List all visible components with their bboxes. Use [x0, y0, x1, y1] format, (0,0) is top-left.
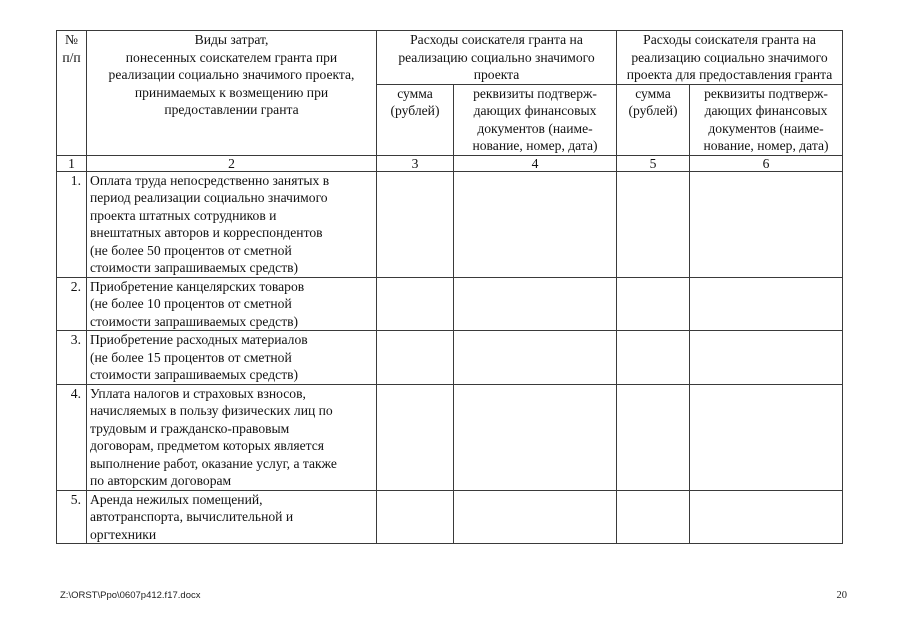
column-number: 6 [690, 155, 843, 171]
sum-b-cell[interactable] [617, 490, 690, 544]
table-row [57, 490, 843, 544]
sum-a-cell[interactable] [377, 490, 454, 544]
docs-a-cell[interactable] [454, 277, 617, 331]
header-docs-cell-b: реквизиты подтверж- дающих финансовых документов (наиме- нование, номер, дата) [690, 84, 843, 155]
sum-a-cell[interactable] [377, 277, 454, 331]
header-number-cell: № п/п [57, 31, 87, 156]
docs-a-cell[interactable] [454, 384, 617, 490]
sum-b-cell[interactable] [617, 171, 690, 277]
row-number: 3. [57, 331, 87, 385]
table-row [57, 331, 843, 385]
column-number: 5 [617, 155, 690, 171]
sum-a-cell[interactable] [377, 384, 454, 490]
row-number: 4. [57, 384, 87, 490]
table-row [57, 384, 843, 490]
sum-a-cell[interactable] [377, 171, 454, 277]
header-sum-cell-a: сумма (рублей) [377, 84, 454, 155]
sum-a-cell[interactable] [377, 331, 454, 385]
docs-b-cell[interactable] [690, 331, 843, 385]
table-row [57, 171, 843, 277]
file-path-footer: Z:\ORST\Ppo\0607p412.f17.docx [60, 590, 201, 601]
column-number: 2 [87, 155, 377, 171]
expense-type: Приобретение расходных материалов (не более 15 процентов от сметной стоимости запрашиваемых средств) [87, 331, 377, 385]
expense-type: Уплата налогов и страховых взносов, начисляемых в пользу физических лиц по трудовым и гражданско-правовым договорам, предметом которых является выполнение работ, оказание услуг, а также по авторским договорам [87, 384, 377, 490]
docs-a-cell[interactable] [454, 171, 617, 277]
docs-b-cell[interactable] [690, 384, 843, 490]
header-sum-cell-b: сумма (рублей) [617, 84, 690, 155]
row-number: 2. [57, 277, 87, 331]
docs-a-cell[interactable] [454, 490, 617, 544]
header-docs-cell-a: реквизиты подтверж- дающих финансовых документов (наиме- нование, номер, дата) [454, 84, 617, 155]
docs-b-cell[interactable] [690, 277, 843, 331]
grant-expenses-table [56, 30, 843, 544]
sum-b-cell[interactable] [617, 277, 690, 331]
expense-type: Оплата труда непосредственно занятых в период реализации социально значимого проекта штатных сотрудников и внештатных авторов и корреспондентов (не более 50 процентов от сметной стоимости запрашиваемых средств) [87, 171, 377, 277]
column-number: 3 [377, 155, 454, 171]
expense-type: Аренда нежилых помещений, автотранспорта, вычислительной и оргтехники [87, 490, 377, 544]
page-number: 20 [836, 590, 847, 601]
column-number: 4 [454, 155, 617, 171]
sum-b-cell[interactable] [617, 331, 690, 385]
header-applicant-expenses-cell: Расходы соискателя гранта на реализацию социально значимого проекта [377, 31, 617, 85]
row-number: 1. [57, 171, 87, 277]
expense-type: Приобретение канцелярских товаров (не более 10 процентов от сметной стоимости запрашиваемых средств) [87, 277, 377, 331]
docs-b-cell[interactable] [690, 171, 843, 277]
header-row-1 [57, 31, 843, 85]
table-row [57, 277, 843, 331]
column-number-row [57, 155, 843, 171]
header-grant-expenses-cell: Расходы соискателя гранта на реализацию социально значимого проекта для предоставления гранта [617, 31, 843, 85]
column-number: 1 [57, 155, 87, 171]
docs-a-cell[interactable] [454, 331, 617, 385]
header-expense-types-cell: Виды затрат, понесенных соискателем гранта при реализации социально значимого проекта, принимаемых к возмещению при предоставлении гранта [87, 31, 377, 156]
docs-b-cell[interactable] [690, 490, 843, 544]
sum-b-cell[interactable] [617, 384, 690, 490]
row-number: 5. [57, 490, 87, 544]
